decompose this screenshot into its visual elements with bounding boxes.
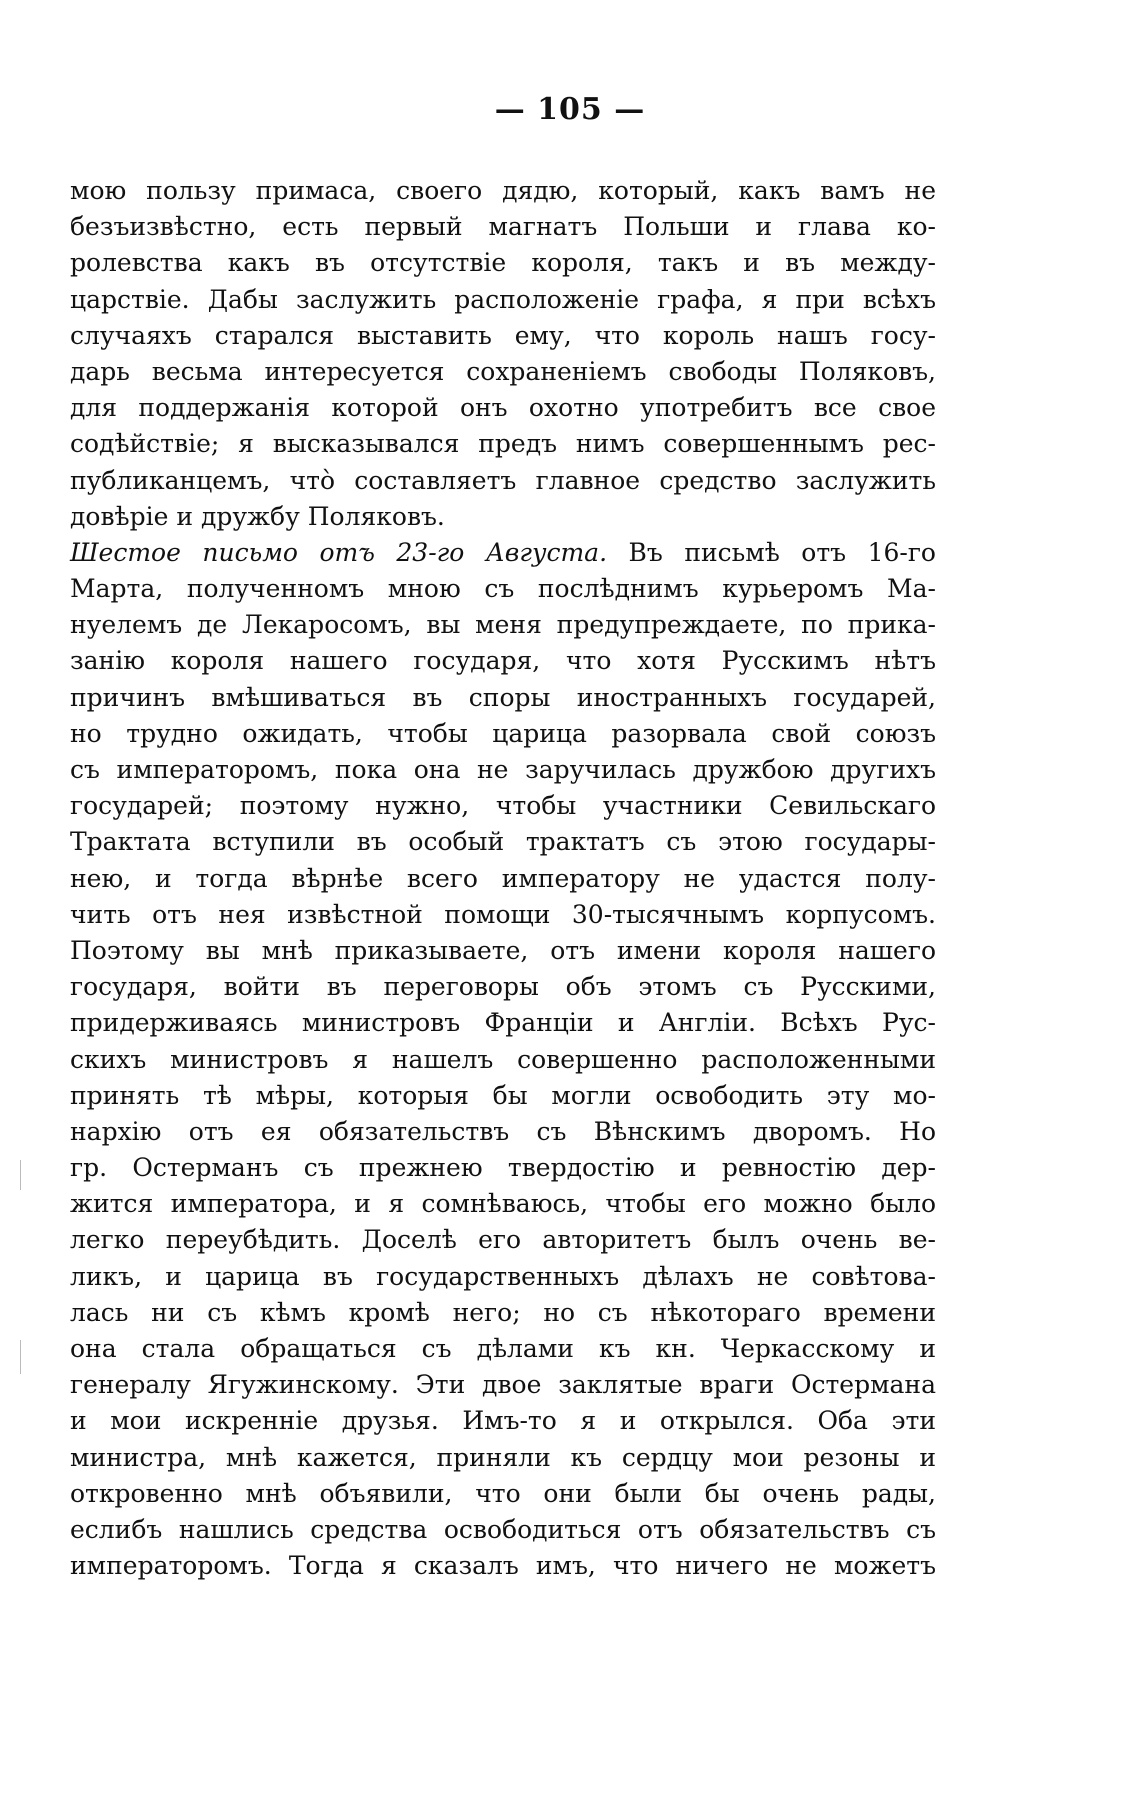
text-line: [70, 1548, 936, 1584]
text-line: [70, 1476, 936, 1512]
line-text: Трактата вступили въ особый трактатъ съ этою государы-: [70, 827, 936, 857]
text-line: [70, 463, 936, 499]
text-line: [70, 282, 936, 318]
text-line: [70, 1078, 936, 1114]
line-text: дарь весьма интересуется сохраненіемъ свободы Поляковъ,: [70, 356, 936, 386]
line-text: чить отъ нея извѣстной помощи 30-тысячнымъ корпусомъ.: [70, 899, 936, 929]
text-line: [70, 1512, 936, 1548]
line-text: Поэтому вы мнѣ приказываете, отъ имени короля нашего: [70, 935, 936, 965]
line-text: государей; поэтому нужно, чтобы участники Севильскаго: [70, 791, 936, 821]
text-line: [70, 426, 936, 462]
text-line: [70, 1186, 936, 1222]
line-text: причинъ вмѣшиваться въ споры иностранныхъ государей,: [70, 682, 936, 712]
line-text: гр. Остерманъ съ прежнею твердостію и ревностію дер-: [70, 1153, 936, 1183]
text-line: [70, 535, 936, 571]
text-line: [70, 933, 936, 969]
left-margin-mark: [20, 1340, 21, 1374]
text-line: [70, 1403, 936, 1439]
line-text: государя, войти въ переговоры объ этомъ съ Русскими,: [70, 972, 936, 1002]
line-text: безъизвѣстно, есть первый магнатъ Польши и глава ко-: [70, 212, 936, 242]
line-text: скихъ министровъ я нашелъ совершенно расположенными: [70, 1044, 936, 1074]
text-line: [70, 861, 936, 897]
text-line: [70, 680, 936, 716]
text-line: [70, 752, 936, 788]
text-line: [70, 209, 936, 245]
text-line: [70, 245, 936, 281]
text-line: [70, 643, 936, 679]
text-line: [70, 1042, 936, 1078]
line-text: лась ни съ кѣмъ кромѣ него; но съ нѣкотораго времени: [70, 1297, 936, 1327]
line-text: жится императора, и я сомнѣваюсь, чтобы его можно было: [70, 1189, 936, 1219]
text-line: [70, 1259, 936, 1295]
text-line: [70, 607, 936, 643]
letter-heading: Шестое письмо отъ 23-го Августа.: [70, 537, 608, 567]
text-line: [70, 1005, 936, 1041]
line-text: генералу Ягужинскому. Эти двое заклятые враги Остермана: [70, 1370, 936, 1400]
line-text: она стала обращаться съ дѣлами къ кн. Черкасскому и: [70, 1334, 936, 1363]
line-text: Марта, полученномъ мною съ послѣднимъ курьеромъ Ма-: [70, 574, 936, 604]
text-line: [70, 788, 936, 824]
line-text: съ императоромъ, пока она не заручилась дружбою другихъ: [70, 755, 936, 784]
text-line: [70, 824, 936, 860]
text-line: [70, 354, 936, 390]
line-text: публиканцемъ, что̀ составляетъ главное средство заслужить: [70, 465, 936, 495]
line-text: занію короля нашего государя, что хотя Русскимъ нѣтъ: [70, 646, 936, 676]
line-text: ролевства какъ въ отсутствіе короля, такъ и въ между-: [70, 248, 936, 278]
text-line: [70, 390, 936, 426]
text-line: [70, 1222, 936, 1258]
text-line: [70, 1440, 936, 1476]
line-text: откровенно мнѣ объявили, что они были бы очень рады,: [70, 1478, 936, 1508]
text-line: [70, 716, 936, 752]
text-line: [70, 1295, 936, 1331]
line-text: придерживаясь министровъ Франціи и Англіи. Всѣхъ Рус-: [70, 1008, 936, 1038]
line-text: случаяхъ старался выставить ему, что король нашъ госу-: [70, 320, 936, 350]
text-line: [70, 318, 936, 354]
text-line: [70, 1331, 936, 1367]
line-text: Въ письмѣ отъ 16-го: [607, 537, 936, 567]
text-line: [70, 1150, 936, 1186]
text-line: [70, 499, 936, 535]
text-line: [70, 1367, 936, 1403]
line-text: нархію отъ ея обязательствъ съ Вѣнскимъ дворомъ. Но: [70, 1116, 936, 1146]
line-text: еслибъ нашлись средства освободиться отъ обязательствъ съ: [70, 1514, 936, 1544]
line-text: ликъ, и царица въ государственныхъ дѣлахъ не совѣтова-: [70, 1261, 936, 1291]
line-text: и мои искренніе друзья. Имъ-то я и открылся. Оба эти: [70, 1406, 936, 1436]
line-text: министра, мнѣ кажется, приняли къ сердцу мои резоны и: [70, 1442, 936, 1472]
line-text: довѣріе и дружбу Поляковъ.: [70, 501, 445, 531]
line-text: царствіе. Дабы заслужить расположеніе графа, я при всѣхъ: [70, 284, 936, 314]
line-text: мою пользу примаса, своего дядю, который, какъ вамъ не: [70, 176, 936, 205]
text-line: [70, 173, 936, 209]
page-number: — 105 —: [494, 92, 646, 127]
line-text: принять тѣ мѣры, которыя бы могли освободить эту мо-: [70, 1080, 936, 1110]
body-text: [70, 173, 936, 1584]
line-text: содѣйствіе; я высказывался предъ нимъ совершеннымъ рес-: [70, 429, 936, 459]
line-text: нуелемъ де Лекаросомъ, вы меня предупреждаете, по прика-: [70, 610, 936, 640]
line-text: для поддержанія которой онъ охотно употребитъ все свое: [70, 393, 936, 423]
line-text: императоромъ. Тогда я сказалъ имъ, что ничего не можетъ: [70, 1551, 936, 1581]
text-line: [70, 571, 936, 607]
line-text: легко переубѣдить. Доселѣ его авторитетъ былъ очень ве-: [70, 1225, 936, 1255]
text-line: [70, 1114, 936, 1150]
text-line: [70, 897, 936, 933]
line-text: но трудно ожидать, чтобы царица разорвала свой союзъ: [70, 718, 936, 748]
line-text: нею, и тогда вѣрнѣе всего императору не удастся полу-: [70, 863, 936, 893]
left-margin-mark: [20, 1160, 21, 1190]
text-line: [70, 969, 936, 1005]
